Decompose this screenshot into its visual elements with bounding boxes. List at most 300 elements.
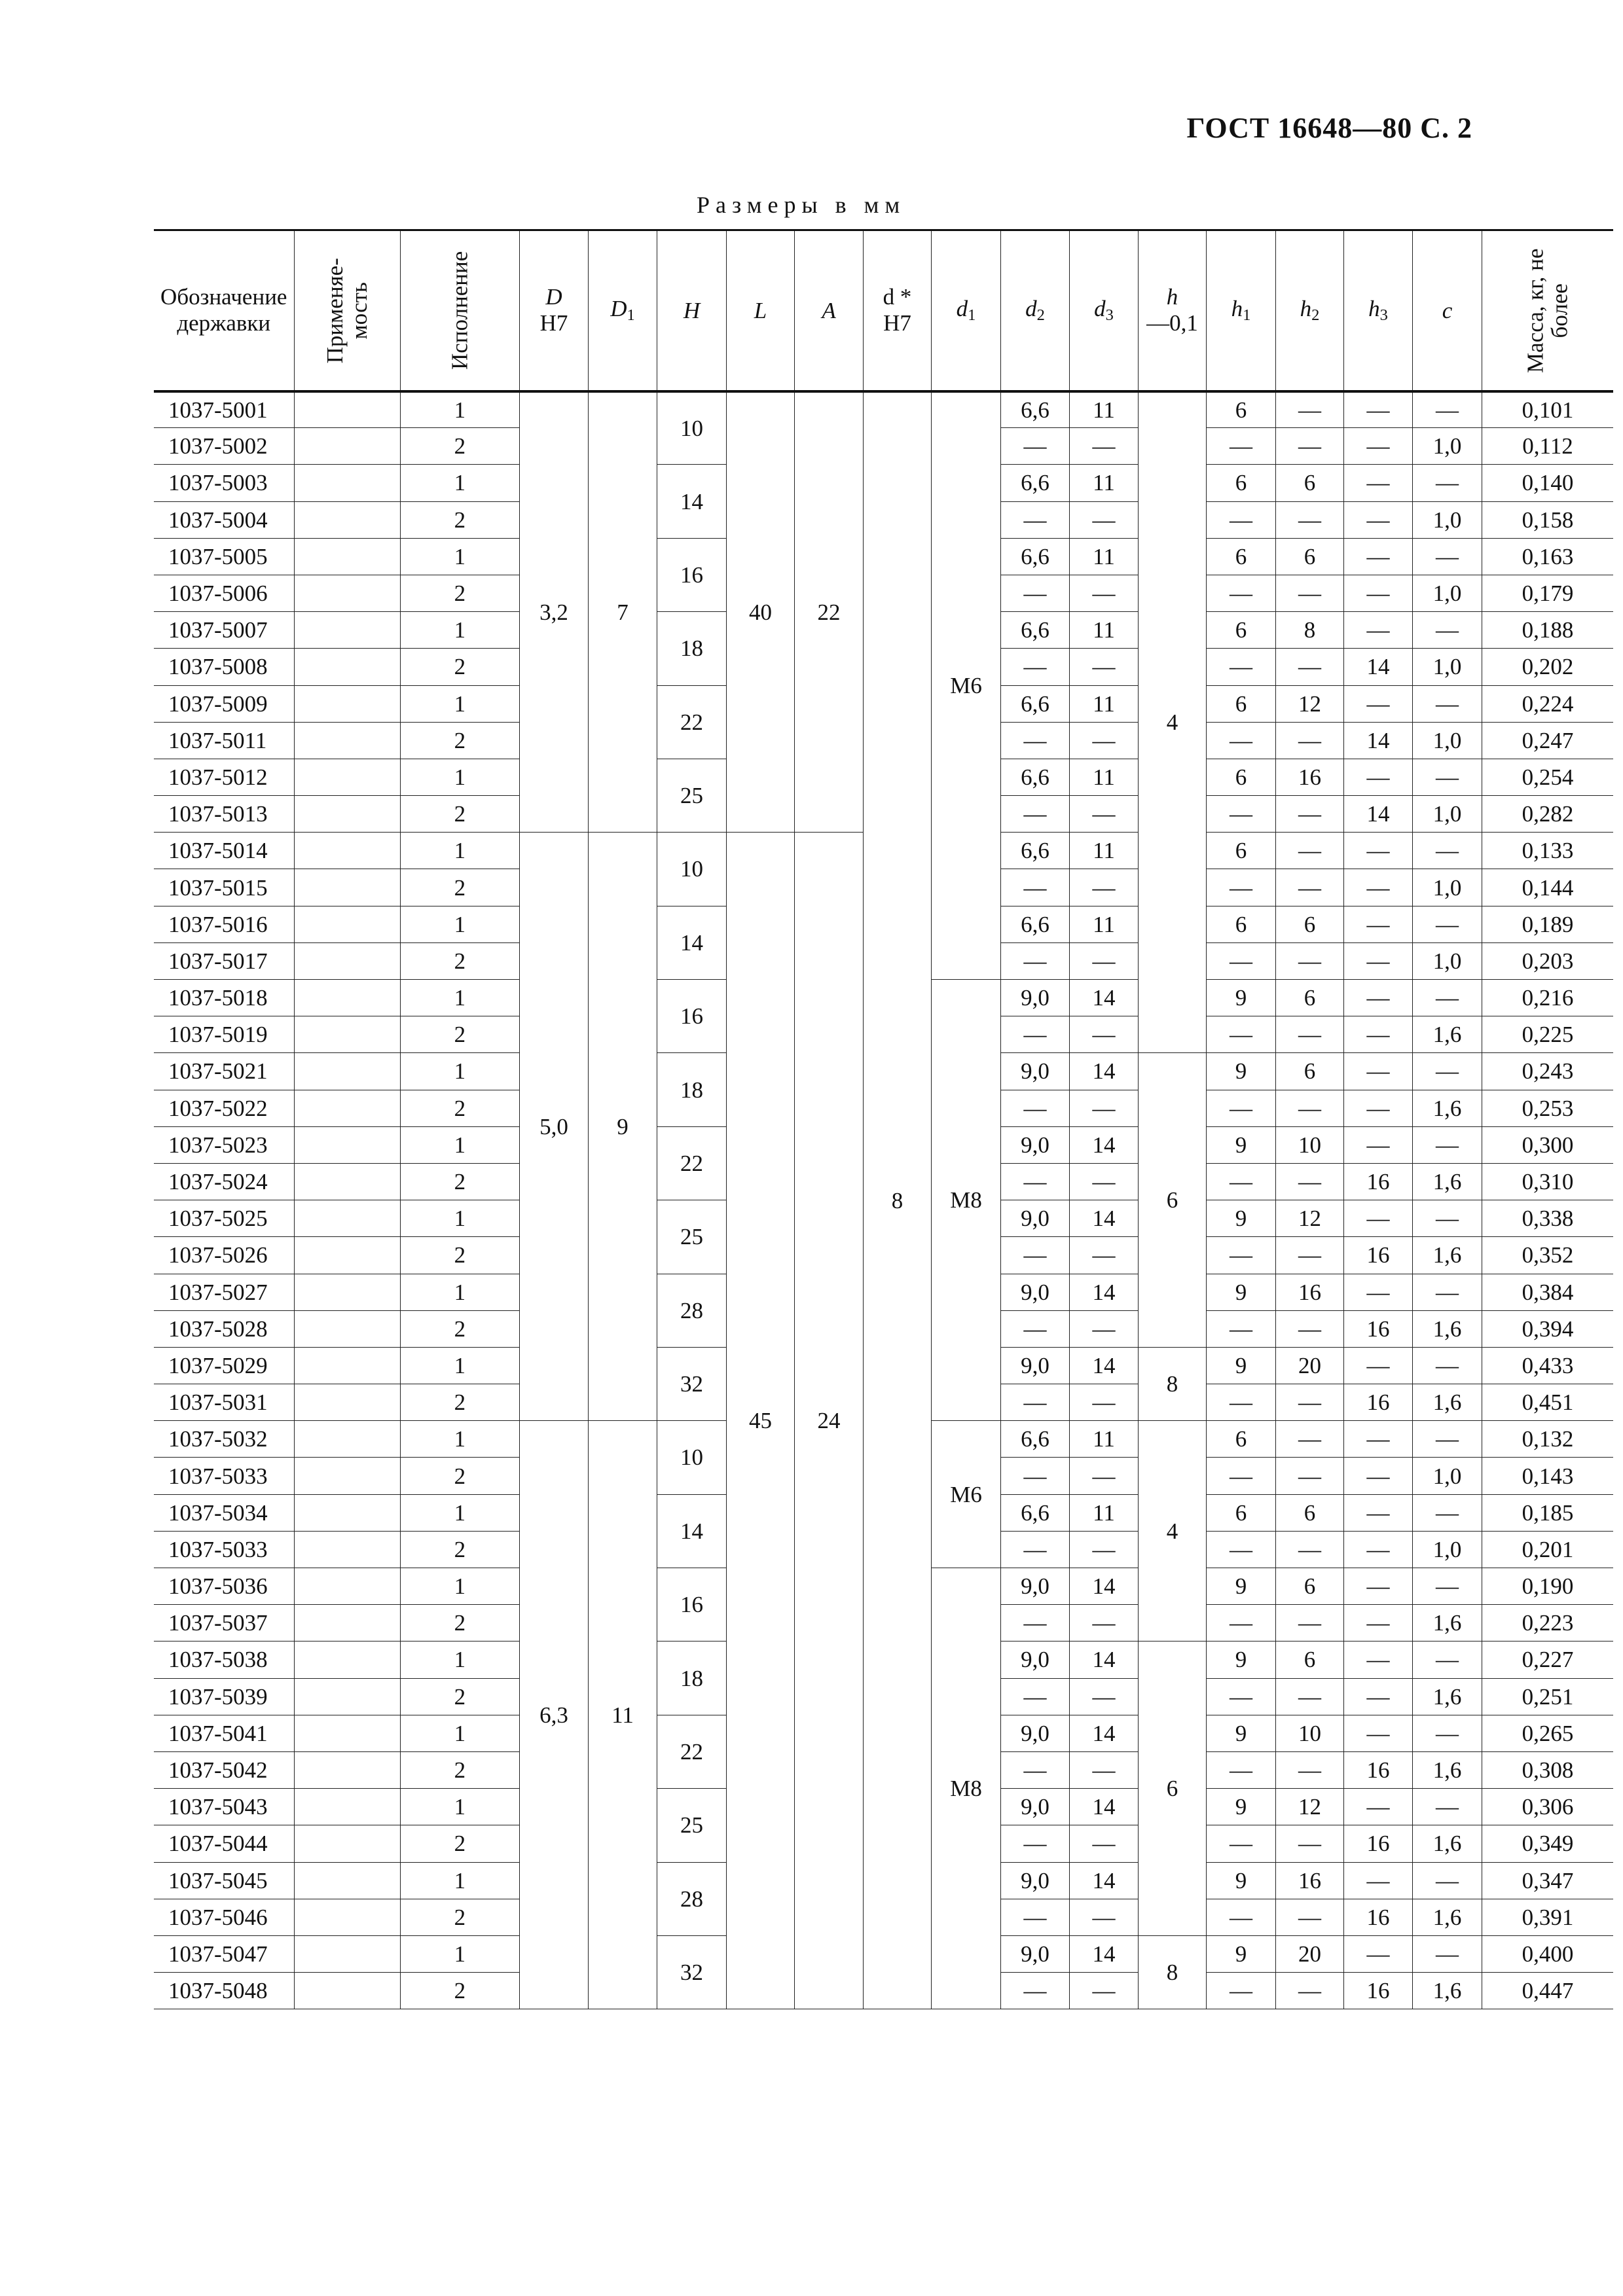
cell-h3: 16 bbox=[1344, 1825, 1413, 1862]
cell-h3: — bbox=[1344, 1274, 1413, 1310]
cell-H: 10 bbox=[657, 391, 727, 465]
cell-c: — bbox=[1413, 1347, 1482, 1384]
cell-h2: 8 bbox=[1276, 612, 1344, 649]
cell-applicability bbox=[294, 1310, 400, 1347]
table-header bbox=[154, 230, 1613, 391]
cell-mass: 0,140 bbox=[1482, 465, 1614, 501]
cell-variant: 1 bbox=[400, 538, 519, 575]
cell-designation: 1037-5014 bbox=[154, 833, 294, 869]
cell-h3: — bbox=[1344, 1605, 1413, 1641]
cell-H: 18 bbox=[657, 612, 727, 685]
cell-h: 4 bbox=[1139, 1421, 1207, 1641]
cell-H: 14 bbox=[657, 906, 727, 979]
cell-mass: 0,202 bbox=[1482, 649, 1614, 685]
cell-d3: — bbox=[1070, 1458, 1139, 1494]
cell-h2: — bbox=[1276, 1310, 1344, 1347]
cell-mass: 0,433 bbox=[1482, 1347, 1614, 1384]
cell-d3: — bbox=[1070, 1678, 1139, 1715]
cell-d2: — bbox=[1001, 1163, 1070, 1200]
cell-variant: 1 bbox=[400, 1421, 519, 1458]
cell-variant: 1 bbox=[400, 906, 519, 942]
cell-h2: 6 bbox=[1276, 1641, 1344, 1678]
cell-h3: 16 bbox=[1344, 1973, 1413, 2009]
cell-mass: 0,132 bbox=[1482, 1421, 1614, 1458]
cell-designation: 1037-5042 bbox=[154, 1751, 294, 1788]
cell-applicability bbox=[294, 1163, 400, 1200]
cell-mass: 0,189 bbox=[1482, 906, 1614, 942]
cell-d: 8 bbox=[864, 391, 932, 2009]
cell-h3: — bbox=[1344, 1789, 1413, 1825]
cell-c: — bbox=[1413, 759, 1482, 795]
cell-h1: — bbox=[1207, 501, 1276, 538]
cell-d2: — bbox=[1001, 1899, 1070, 1935]
cell-H: 14 bbox=[657, 1494, 727, 1568]
cell-d3: 14 bbox=[1070, 1200, 1139, 1237]
col-h: h —0,1 bbox=[1139, 230, 1207, 391]
cell-applicability bbox=[294, 759, 400, 795]
cell-d3: 11 bbox=[1070, 833, 1139, 869]
cell-c: 1,0 bbox=[1413, 575, 1482, 611]
cell-d2: 6,6 bbox=[1001, 906, 1070, 942]
cell-H: 25 bbox=[657, 1200, 727, 1274]
cell-d3: — bbox=[1070, 1973, 1139, 2009]
cell-variant: 2 bbox=[400, 575, 519, 611]
cell-D: 6,3 bbox=[520, 1421, 589, 2009]
cell-h3: 16 bbox=[1344, 1310, 1413, 1347]
cell-d3: 14 bbox=[1070, 1568, 1139, 1605]
cell-d3: — bbox=[1070, 1016, 1139, 1053]
cell-h1: — bbox=[1207, 869, 1276, 906]
cell-c: 1,6 bbox=[1413, 1090, 1482, 1126]
cell-applicability bbox=[294, 1605, 400, 1641]
cell-h1: 6 bbox=[1207, 538, 1276, 575]
cell-mass: 0,203 bbox=[1482, 942, 1614, 979]
cell-designation: 1037-5023 bbox=[154, 1126, 294, 1163]
cell-h2: — bbox=[1276, 575, 1344, 611]
cell-designation: 1037-5004 bbox=[154, 501, 294, 538]
cell-applicability bbox=[294, 612, 400, 649]
cell-variant: 2 bbox=[400, 1973, 519, 2009]
cell-c: 1,6 bbox=[1413, 1384, 1482, 1421]
cell-designation: 1037-5031 bbox=[154, 1384, 294, 1421]
cell-applicability bbox=[294, 942, 400, 979]
cell-h2: 6 bbox=[1276, 906, 1344, 942]
cell-designation: 1037-5018 bbox=[154, 980, 294, 1016]
cell-c: 1,0 bbox=[1413, 942, 1482, 979]
cell-d3: — bbox=[1070, 796, 1139, 833]
cell-d3: — bbox=[1070, 1310, 1139, 1347]
cell-h: 8 bbox=[1139, 1347, 1207, 1420]
cell-h2: — bbox=[1276, 796, 1344, 833]
cell-h1: 9 bbox=[1207, 1347, 1276, 1384]
cell-h1: — bbox=[1207, 1531, 1276, 1568]
cell-d2: — bbox=[1001, 1016, 1070, 1053]
cell-d3: — bbox=[1070, 501, 1139, 538]
cell-mass: 0,300 bbox=[1482, 1126, 1614, 1163]
cell-variant: 2 bbox=[400, 1090, 519, 1126]
cell-designation: 1037-5045 bbox=[154, 1862, 294, 1899]
cell-mass: 0,158 bbox=[1482, 501, 1614, 538]
cell-h3: 14 bbox=[1344, 796, 1413, 833]
cell-applicability bbox=[294, 1090, 400, 1126]
cell-d2: — bbox=[1001, 1751, 1070, 1788]
cell-h1: 6 bbox=[1207, 465, 1276, 501]
cell-variant: 1 bbox=[400, 833, 519, 869]
cell-d3: — bbox=[1070, 942, 1139, 979]
cell-h1: 9 bbox=[1207, 1200, 1276, 1237]
cell-designation: 1037-5012 bbox=[154, 759, 294, 795]
cell-applicability bbox=[294, 869, 400, 906]
cell-variant: 2 bbox=[400, 942, 519, 979]
cell-applicability bbox=[294, 391, 400, 428]
cell-applicability bbox=[294, 1862, 400, 1899]
cell-variant: 1 bbox=[400, 1715, 519, 1751]
cell-h2: — bbox=[1276, 942, 1344, 979]
cell-designation: 1037-5041 bbox=[154, 1715, 294, 1751]
cell-d2: — bbox=[1001, 722, 1070, 759]
cell-h3: — bbox=[1344, 538, 1413, 575]
cell-variant: 1 bbox=[400, 1274, 519, 1310]
cell-applicability bbox=[294, 649, 400, 685]
cell-applicability bbox=[294, 796, 400, 833]
cell-h1: 9 bbox=[1207, 1053, 1276, 1090]
cell-H: 28 bbox=[657, 1862, 727, 1935]
col-d1: $d_1$ bbox=[932, 230, 1001, 391]
cell-d1: M8 bbox=[932, 1568, 1001, 2009]
cell-h3: — bbox=[1344, 1126, 1413, 1163]
cell-mass: 0,265 bbox=[1482, 1715, 1614, 1751]
cell-d3: 11 bbox=[1070, 538, 1139, 575]
cell-applicability bbox=[294, 1126, 400, 1163]
cell-applicability bbox=[294, 465, 400, 501]
cell-c: — bbox=[1413, 1568, 1482, 1605]
cell-h: 6 bbox=[1139, 1641, 1207, 1936]
cell-mass: 0,310 bbox=[1482, 1163, 1614, 1200]
cell-mass: 0,308 bbox=[1482, 1751, 1614, 1788]
cell-designation: 1037-5022 bbox=[154, 1090, 294, 1126]
cell-h3: — bbox=[1344, 1568, 1413, 1605]
cell-h3: 16 bbox=[1344, 1237, 1413, 1274]
cell-d3: 14 bbox=[1070, 1862, 1139, 1899]
cell-H: 16 bbox=[657, 1568, 727, 1641]
cell-d2: 9,0 bbox=[1001, 1126, 1070, 1163]
cell-h2: 10 bbox=[1276, 1715, 1344, 1751]
cell-d2: 6,6 bbox=[1001, 685, 1070, 722]
cell-designation: 1037-5015 bbox=[154, 869, 294, 906]
cell-designation: 1037-5034 bbox=[154, 1494, 294, 1531]
cell-h2: — bbox=[1276, 1751, 1344, 1788]
cell-c: — bbox=[1413, 1200, 1482, 1237]
cell-h1: 6 bbox=[1207, 391, 1276, 428]
cell-variant: 2 bbox=[400, 1531, 519, 1568]
cell-h1: — bbox=[1207, 1899, 1276, 1935]
cell-variant: 2 bbox=[400, 722, 519, 759]
cell-h2: 16 bbox=[1276, 759, 1344, 795]
cell-h2: 6 bbox=[1276, 538, 1344, 575]
cell-variant: 1 bbox=[400, 1862, 519, 1899]
cell-d2: 9,0 bbox=[1001, 1053, 1070, 1090]
cell-c: — bbox=[1413, 1789, 1482, 1825]
cell-c: — bbox=[1413, 1641, 1482, 1678]
col-designation: Обозначение державки bbox=[154, 230, 294, 391]
cell-h3: — bbox=[1344, 1347, 1413, 1384]
cell-h1: 9 bbox=[1207, 1862, 1276, 1899]
cell-designation: 1037-5025 bbox=[154, 1200, 294, 1237]
cell-d3: — bbox=[1070, 1899, 1139, 1935]
cell-h3: — bbox=[1344, 1090, 1413, 1126]
cell-D1: 11 bbox=[589, 1421, 657, 2009]
cell-h2: — bbox=[1276, 1421, 1344, 1458]
cell-h2: 6 bbox=[1276, 1494, 1344, 1531]
cell-h2: — bbox=[1276, 1090, 1344, 1126]
cell-d2: — bbox=[1001, 428, 1070, 465]
cell-mass: 0,185 bbox=[1482, 1494, 1614, 1531]
cell-applicability bbox=[294, 538, 400, 575]
cell-h2: — bbox=[1276, 722, 1344, 759]
cell-d2: — bbox=[1001, 1605, 1070, 1641]
col-variant: Исполнение bbox=[400, 230, 519, 391]
cell-h2: 12 bbox=[1276, 1789, 1344, 1825]
cell-D1: 9 bbox=[589, 833, 657, 1421]
table-caption: Размеры в мм bbox=[697, 192, 906, 218]
cell-h2: — bbox=[1276, 1458, 1344, 1494]
cell-variant: 2 bbox=[400, 1605, 519, 1641]
cell-d3: 11 bbox=[1070, 1494, 1139, 1531]
cell-h2: 10 bbox=[1276, 1126, 1344, 1163]
cell-d2: — bbox=[1001, 1825, 1070, 1862]
table-row bbox=[154, 391, 1613, 428]
cell-d3: 11 bbox=[1070, 391, 1139, 428]
cell-h2: 6 bbox=[1276, 980, 1344, 1016]
cell-applicability bbox=[294, 906, 400, 942]
cell-applicability bbox=[294, 1384, 400, 1421]
cell-applicability bbox=[294, 980, 400, 1016]
cell-mass: 0,254 bbox=[1482, 759, 1614, 795]
cell-d1: M6 bbox=[932, 391, 1001, 980]
cell-d3: — bbox=[1070, 649, 1139, 685]
cell-c: 1,6 bbox=[1413, 1310, 1482, 1347]
cell-d3: — bbox=[1070, 722, 1139, 759]
page-header: ГОСТ 16648—80 С. 2 bbox=[1186, 112, 1472, 144]
cell-designation: 1037-5044 bbox=[154, 1825, 294, 1862]
cell-h3: — bbox=[1344, 1494, 1413, 1531]
cell-c: 1,0 bbox=[1413, 1531, 1482, 1568]
cell-d3: — bbox=[1070, 1163, 1139, 1200]
cell-designation: 1037-5038 bbox=[154, 1641, 294, 1678]
cell-c: 1,6 bbox=[1413, 1163, 1482, 1200]
cell-h2: — bbox=[1276, 1237, 1344, 1274]
cell-h3: — bbox=[1344, 685, 1413, 722]
cell-h2: 6 bbox=[1276, 465, 1344, 501]
cell-h1: — bbox=[1207, 1237, 1276, 1274]
cell-d2: 6,6 bbox=[1001, 465, 1070, 501]
cell-h1: — bbox=[1207, 796, 1276, 833]
cell-h1: — bbox=[1207, 942, 1276, 979]
cell-d2: — bbox=[1001, 1678, 1070, 1715]
cell-c: — bbox=[1413, 1494, 1482, 1531]
cell-d3: — bbox=[1070, 428, 1139, 465]
cell-h3: 16 bbox=[1344, 1899, 1413, 1935]
cell-applicability bbox=[294, 1494, 400, 1531]
cell-variant: 1 bbox=[400, 391, 519, 428]
cell-mass: 0,201 bbox=[1482, 1531, 1614, 1568]
cell-mass: 0,112 bbox=[1482, 428, 1614, 465]
cell-d2: — bbox=[1001, 796, 1070, 833]
cell-h3: 16 bbox=[1344, 1384, 1413, 1421]
cell-designation: 1037-5021 bbox=[154, 1053, 294, 1090]
cell-h3: 14 bbox=[1344, 722, 1413, 759]
cell-c: 1,0 bbox=[1413, 649, 1482, 685]
cell-designation: 1037-5028 bbox=[154, 1310, 294, 1347]
cell-variant: 1 bbox=[400, 1935, 519, 1972]
cell-h1: 6 bbox=[1207, 906, 1276, 942]
cell-h1: — bbox=[1207, 1016, 1276, 1053]
cell-H: 22 bbox=[657, 685, 727, 759]
cell-d2: 9,0 bbox=[1001, 1200, 1070, 1237]
cell-d2: 6,6 bbox=[1001, 1421, 1070, 1458]
cell-d2: 9,0 bbox=[1001, 1715, 1070, 1751]
cell-designation: 1037-5011 bbox=[154, 722, 294, 759]
col-h1: $h_1$ bbox=[1207, 230, 1276, 391]
cell-mass: 0,282 bbox=[1482, 796, 1614, 833]
cell-variant: 1 bbox=[400, 1053, 519, 1090]
cell-variant: 1 bbox=[400, 1789, 519, 1825]
cell-h2: 20 bbox=[1276, 1935, 1344, 1972]
col-D1: $D_1$ bbox=[589, 230, 657, 391]
col-H: H bbox=[657, 230, 727, 391]
cell-d3: 11 bbox=[1070, 465, 1139, 501]
cell-designation: 1037-5003 bbox=[154, 465, 294, 501]
cell-H: 18 bbox=[657, 1053, 727, 1126]
cell-c: 1,0 bbox=[1413, 869, 1482, 906]
cell-variant: 1 bbox=[400, 980, 519, 1016]
cell-d3: — bbox=[1070, 1825, 1139, 1862]
cell-c: 1,0 bbox=[1413, 501, 1482, 538]
cell-variant: 1 bbox=[400, 1126, 519, 1163]
cell-applicability bbox=[294, 575, 400, 611]
cell-mass: 0,179 bbox=[1482, 575, 1614, 611]
cell-h1: — bbox=[1207, 1163, 1276, 1200]
cell-h3: — bbox=[1344, 942, 1413, 979]
cell-designation: 1037-5033 bbox=[154, 1458, 294, 1494]
cell-h3: — bbox=[1344, 1531, 1413, 1568]
cell-applicability bbox=[294, 1568, 400, 1605]
cell-variant: 1 bbox=[400, 465, 519, 501]
cell-h1: 6 bbox=[1207, 1494, 1276, 1531]
cell-designation: 1037-5043 bbox=[154, 1789, 294, 1825]
cell-h3: — bbox=[1344, 1016, 1413, 1053]
cell-applicability bbox=[294, 1200, 400, 1237]
cell-d2: 9,0 bbox=[1001, 980, 1070, 1016]
cell-h3: 16 bbox=[1344, 1163, 1413, 1200]
cell-d2: 9,0 bbox=[1001, 1862, 1070, 1899]
cell-h2: — bbox=[1276, 428, 1344, 465]
cell-d2: — bbox=[1001, 1090, 1070, 1126]
cell-designation: 1037-5033 bbox=[154, 1531, 294, 1568]
cell-mass: 0,216 bbox=[1482, 980, 1614, 1016]
cell-variant: 2 bbox=[400, 428, 519, 465]
cell-applicability bbox=[294, 1825, 400, 1862]
cell-h2: 6 bbox=[1276, 1568, 1344, 1605]
cell-variant: 1 bbox=[400, 1494, 519, 1531]
cell-h2: — bbox=[1276, 1531, 1344, 1568]
cell-h2: — bbox=[1276, 1384, 1344, 1421]
cell-H: 28 bbox=[657, 1274, 727, 1347]
cell-variant: 1 bbox=[400, 685, 519, 722]
cell-variant: 1 bbox=[400, 1641, 519, 1678]
cell-c: 1,6 bbox=[1413, 1973, 1482, 2009]
table-body bbox=[154, 391, 1613, 2009]
cell-h1: — bbox=[1207, 722, 1276, 759]
cell-h1: 9 bbox=[1207, 1789, 1276, 1825]
cell-h3: — bbox=[1344, 575, 1413, 611]
cell-mass: 0,306 bbox=[1482, 1789, 1614, 1825]
cell-applicability bbox=[294, 1789, 400, 1825]
cell-variant: 1 bbox=[400, 1347, 519, 1384]
cell-h3: — bbox=[1344, 869, 1413, 906]
cell-designation: 1037-5047 bbox=[154, 1935, 294, 1972]
cell-c: — bbox=[1413, 1421, 1482, 1458]
cell-designation: 1037-5013 bbox=[154, 796, 294, 833]
col-A: A bbox=[795, 230, 864, 391]
cell-d3: 14 bbox=[1070, 1053, 1139, 1090]
cell-d1: M8 bbox=[932, 980, 1001, 1421]
cell-D1: 7 bbox=[589, 391, 657, 833]
cell-variant: 2 bbox=[400, 1825, 519, 1862]
cell-d1: M6 bbox=[932, 1421, 1001, 1568]
cell-designation: 1037-5027 bbox=[154, 1274, 294, 1310]
cell-d2: — bbox=[1001, 1384, 1070, 1421]
cell-h3: — bbox=[1344, 980, 1413, 1016]
cell-c: — bbox=[1413, 1862, 1482, 1899]
cell-c: 1,6 bbox=[1413, 1751, 1482, 1788]
cell-c: — bbox=[1413, 538, 1482, 575]
cell-designation: 1037-5032 bbox=[154, 1421, 294, 1458]
cell-h3: 16 bbox=[1344, 1751, 1413, 1788]
cell-d2: 6,6 bbox=[1001, 759, 1070, 795]
cell-d2: 6,6 bbox=[1001, 612, 1070, 649]
col-D: D H7 bbox=[520, 230, 589, 391]
col-h3: $h_3$ bbox=[1344, 230, 1413, 391]
cell-d2: 9,0 bbox=[1001, 1274, 1070, 1310]
cell-c: 1,6 bbox=[1413, 1605, 1482, 1641]
cell-d3: 11 bbox=[1070, 1421, 1139, 1458]
col-L: L bbox=[727, 230, 795, 391]
cell-variant: 2 bbox=[400, 1163, 519, 1200]
cell-h1: — bbox=[1207, 1751, 1276, 1788]
cell-mass: 0,163 bbox=[1482, 538, 1614, 575]
cell-c: 1,0 bbox=[1413, 722, 1482, 759]
cell-d3: 14 bbox=[1070, 1274, 1139, 1310]
cell-d3: 11 bbox=[1070, 759, 1139, 795]
cell-c: — bbox=[1413, 906, 1482, 942]
cell-d2: — bbox=[1001, 1237, 1070, 1274]
cell-h1: — bbox=[1207, 428, 1276, 465]
cell-D: 5,0 bbox=[520, 833, 589, 1421]
cell-d2: 6,6 bbox=[1001, 391, 1070, 428]
cell-h2: 12 bbox=[1276, 1200, 1344, 1237]
cell-h1: 9 bbox=[1207, 1641, 1276, 1678]
cell-h3: 14 bbox=[1344, 649, 1413, 685]
cell-designation: 1037-5019 bbox=[154, 1016, 294, 1053]
cell-d3: 14 bbox=[1070, 1641, 1139, 1678]
cell-c: 1,0 bbox=[1413, 796, 1482, 833]
cell-d2: — bbox=[1001, 1973, 1070, 2009]
cell-applicability bbox=[294, 428, 400, 465]
cell-h2: — bbox=[1276, 833, 1344, 869]
cell-d3: — bbox=[1070, 575, 1139, 611]
cell-c: — bbox=[1413, 1935, 1482, 1972]
